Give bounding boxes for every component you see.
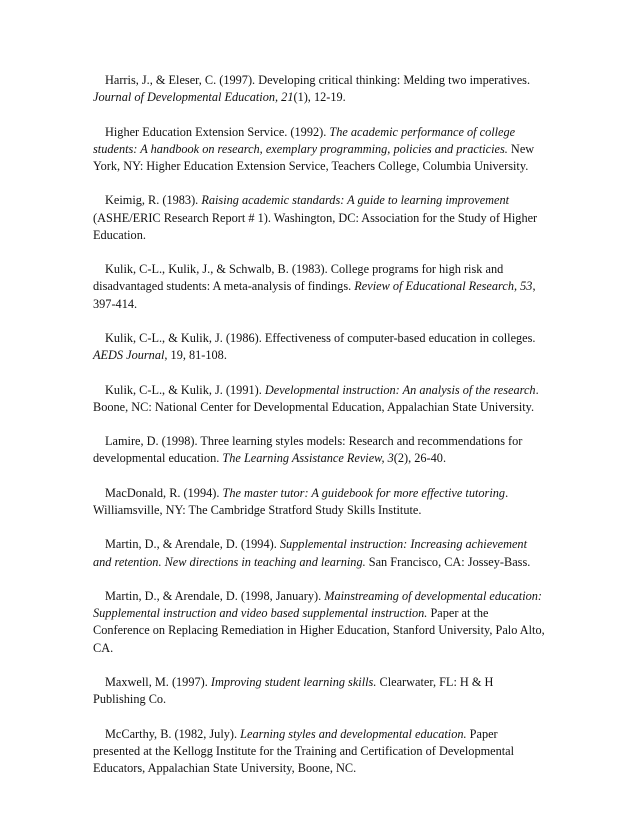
reference-entry <box>93 72 545 106</box>
reference-text: Lamire, D. (1998). Three learning styles models: Research and recommendations for developmental education. <box>93 434 523 466</box>
reference-italic-text: Review of Educational Research, 53 <box>354 279 533 294</box>
reference-italic-text: The academic performance of college students: A handbook on research, exemplary programming, policies and practicies. <box>93 124 516 156</box>
reference-text: . Williamsville, NY: The Cambridge Stratford Study Skills Institute. <box>93 485 509 517</box>
reference-italic-text: The Learning Assistance Review, 3 <box>222 451 394 466</box>
reference-entry <box>93 726 545 778</box>
reference-text: Higher Education Extension Service. (1992). <box>105 124 330 139</box>
reference-entry <box>93 192 545 244</box>
reference-italic-text: Mainstreaming of developmental education: Supplemental instruction and video based supplemental instruction. <box>93 588 543 621</box>
reference-text: Martin, D., & Arendale, D. (1994). <box>105 537 280 552</box>
reference-italic-text: Improving student learning skills. <box>210 674 377 689</box>
reference-text: Harris, J., & Eleser, C. (1997). Developing critical thinking: Melding two imperatives. <box>105 73 531 87</box>
reference-italic-text: Learning styles and developmental education. <box>240 726 467 741</box>
reference-list <box>93 72 545 794</box>
reference-text: , 397-414. <box>93 279 536 311</box>
reference-entry <box>93 124 545 176</box>
reference-text: New York, NY: Higher Education Extension Service, Teachers College, Columbia University. <box>93 141 535 173</box>
reference-text: San Francisco, CA: Jossey-Bass. <box>365 554 531 569</box>
reference-text: Kulik, C-L., Kulik, J., & Schwalb, B. (1983). College programs for high risk and disadvantaged students: A meta-analysis of findings. <box>93 262 504 294</box>
reference-text: Kulik, C-L., & Kulik, J. (1991). <box>105 382 265 397</box>
reference-entry <box>93 588 545 657</box>
reference-italic-text: Developmental instruction: An analysis of the research <box>264 382 536 397</box>
reference-text: Paper presented at the Kellogg Institute for the Training and Certification of Developmental Educators, Appalachian State University, Boone, NC. <box>93 726 515 775</box>
reference-text: Paper at the Conference on Replacing Remediation in Higher Education, Stanford University, Palo Alto, CA. <box>93 606 545 655</box>
reference-text: Maxwell, M. (1997). <box>105 674 211 689</box>
reference-text: McCarthy, B. (1982, July). <box>105 726 241 741</box>
reference-italic-text: Supplemental instruction: Increasing achievement and retention. New directions in teaching and learning. <box>93 537 527 569</box>
reference-italic-text: AEDS Journal <box>93 348 165 363</box>
reference-text: . Boone, NC: National Center for Developmental Education, Appalachian State University. <box>93 382 539 414</box>
reference-text: Clearwater, FL: H & H Publishing Co. <box>93 674 494 707</box>
reference-entry <box>93 261 545 313</box>
reference-text: , 19, 81-108. <box>164 348 227 363</box>
reference-text: Kulik, C-L., & Kulik, J. (1986). Effectiveness of computer-based education in colleges. <box>105 330 536 345</box>
reference-italic-text: Raising academic standards: A guide to learning improvement <box>201 193 510 208</box>
reference-text: Keimig, R. (1983). <box>105 193 202 208</box>
reference-text: (ASHE/ERIC Research Report # 1). Washington, DC: Association for the Study of Higher Education. <box>93 210 538 242</box>
reference-italic-text: Journal of Developmental Education, 21 <box>93 90 294 105</box>
reference-entry <box>93 485 545 519</box>
reference-entry <box>93 382 545 416</box>
reference-text: Martin, D., & Arendale, D. (1998, January). <box>105 588 325 603</box>
reference-text: (1), 12-19. <box>293 90 346 105</box>
reference-text: MacDonald, R. (1994). <box>105 485 223 500</box>
reference-entry <box>93 330 545 364</box>
reference-entry <box>93 536 545 570</box>
reference-entry <box>93 433 545 467</box>
reference-text: (2), 26-40. <box>393 451 447 466</box>
reference-entry <box>93 674 545 708</box>
reference-italic-text: The master tutor: A guidebook for more effective tutoring <box>222 485 506 500</box>
